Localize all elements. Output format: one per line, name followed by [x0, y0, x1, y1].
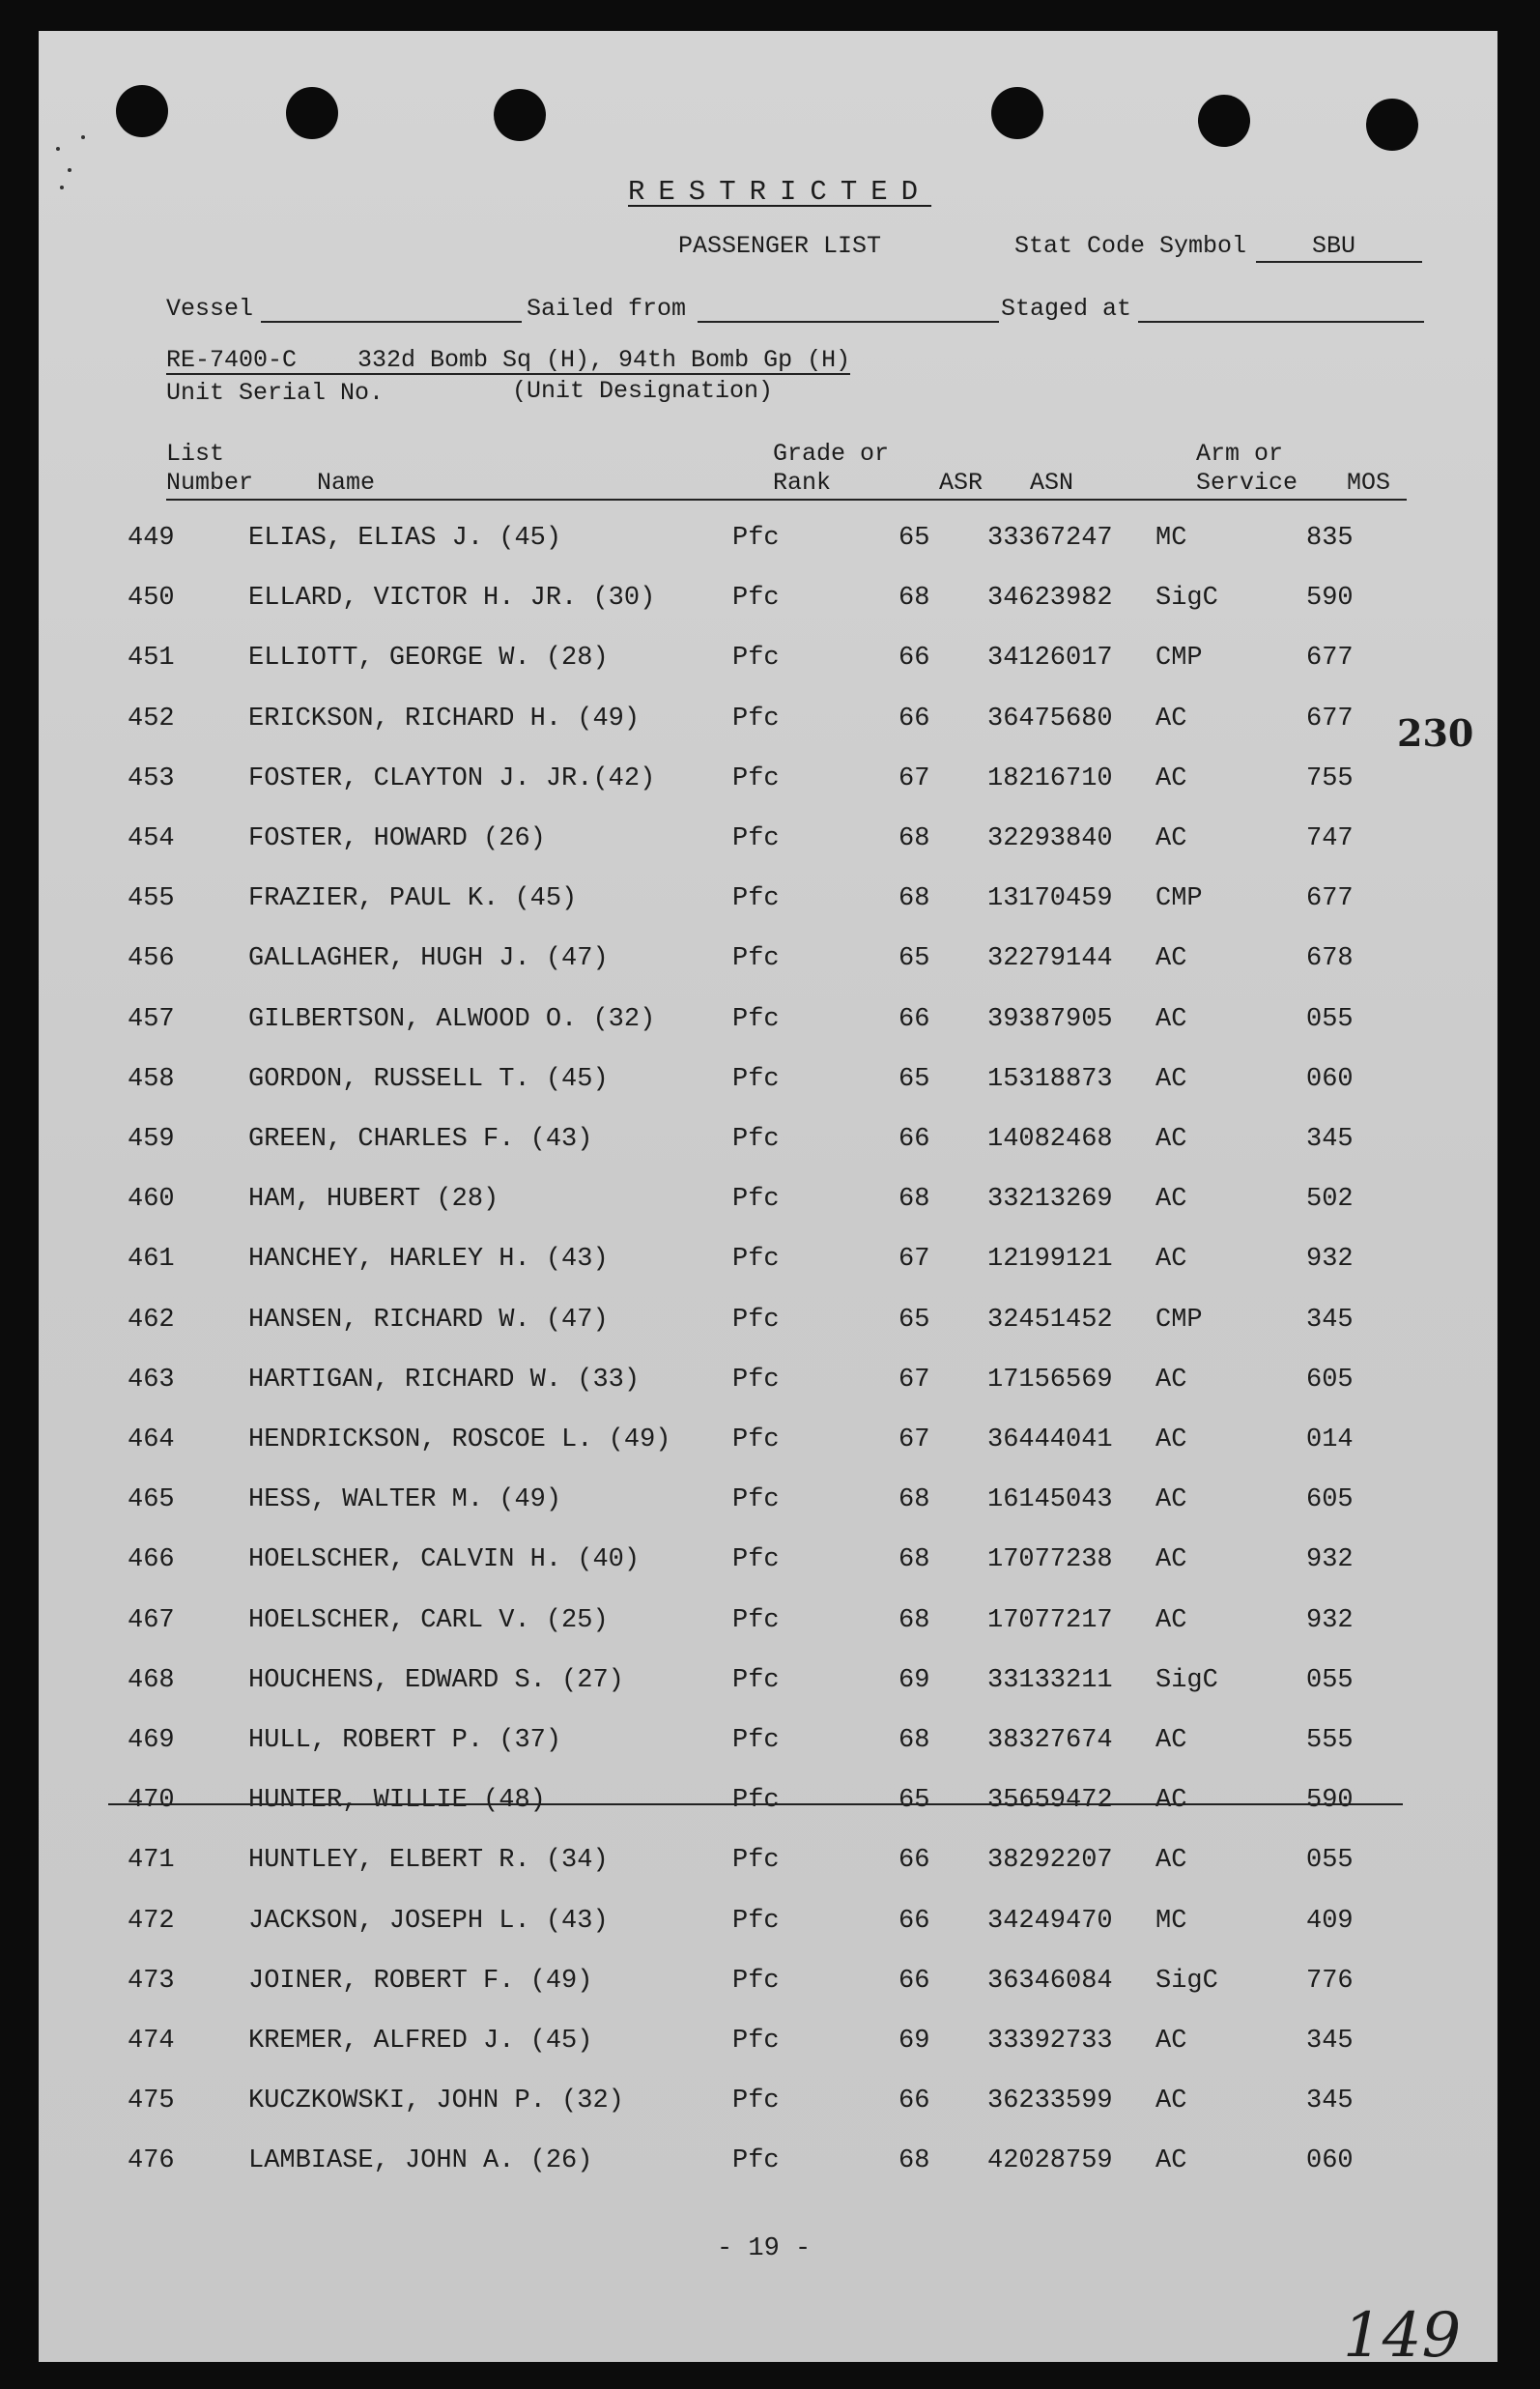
cell-grade: Pfc [732, 1906, 780, 1936]
cell-num: 469 [128, 1726, 175, 1755]
cell-num: 471 [128, 1846, 175, 1876]
cell-mos: 555 [1306, 1726, 1354, 1755]
cell-num: 460 [128, 1185, 175, 1215]
cell-num: 472 [128, 1906, 175, 1936]
col-arm-line2: Service [1196, 469, 1298, 497]
cell-name: GREEN, CHARLES F. (43) [248, 1125, 593, 1154]
punch-hole [1366, 99, 1418, 151]
cell-grade: Pfc [732, 1365, 780, 1395]
cell-asr: 67 [898, 1245, 930, 1275]
cell-mos: 776 [1306, 1966, 1354, 1996]
cell-mos: 345 [1306, 1305, 1354, 1335]
cell-asn: 15318873 [987, 1064, 1113, 1094]
cell-arm: AC [1155, 1545, 1187, 1575]
cell-num: 450 [128, 584, 175, 614]
cell-asr: 69 [898, 2027, 930, 2056]
cell-asr: 68 [898, 884, 930, 914]
cell-mos: 060 [1306, 1064, 1354, 1094]
staged-at-label: Staged at [1001, 295, 1132, 323]
cell-name: HOELSCHER, CALVIN H. (40) [248, 1545, 641, 1575]
cell-name: JACKSON, JOSEPH L. (43) [248, 1906, 609, 1936]
cell-asr: 65 [898, 1786, 930, 1816]
cell-arm: AC [1155, 1485, 1187, 1515]
cell-asn: 17156569 [987, 1365, 1113, 1395]
cell-mos: 932 [1306, 1245, 1354, 1275]
cell-mos: 345 [1306, 2087, 1354, 2116]
cell-asr: 66 [898, 704, 930, 734]
cell-asn: 17077238 [987, 1545, 1113, 1575]
cell-arm: AC [1155, 1365, 1187, 1395]
cell-name: HUNTER, WILLIE (48) [248, 1786, 546, 1816]
cell-mos: 345 [1306, 1125, 1354, 1154]
cell-mos: 590 [1306, 584, 1354, 614]
table-row [0, 1185, 1540, 1223]
cell-name: HAM, HUBERT (28) [248, 1185, 499, 1215]
cell-asr: 67 [898, 1365, 930, 1395]
col-arm-line1: Arm or [1196, 440, 1284, 468]
cell-num: 467 [128, 1605, 175, 1635]
table-row [0, 764, 1540, 803]
cell-num: 459 [128, 1125, 175, 1154]
table-row [0, 2027, 1540, 2065]
cell-asn: 42028759 [987, 2146, 1113, 2176]
table-row [0, 1125, 1540, 1164]
scan-speck [56, 147, 60, 151]
table-row [0, 524, 1540, 562]
cell-name: GILBERTSON, ALWOOD O. (32) [248, 1004, 656, 1034]
cell-grade: Pfc [732, 1665, 780, 1695]
cell-arm: AC [1155, 1125, 1187, 1154]
cell-name: KREMER, ALFRED J. (45) [248, 2027, 593, 2056]
cell-asr: 68 [898, 1545, 930, 1575]
cell-arm: SigC [1155, 584, 1218, 614]
table-row [0, 824, 1540, 863]
table-row [0, 1245, 1540, 1283]
cell-arm: CMP [1155, 644, 1203, 674]
cell-asn: 36346084 [987, 1966, 1113, 1996]
cell-asr: 66 [898, 1966, 930, 1996]
table-row [0, 1425, 1540, 1464]
cell-arm: CMP [1155, 1305, 1203, 1335]
cell-num: 470 [128, 1786, 175, 1816]
header-underline [166, 499, 1407, 501]
passenger-list-title: PASSENGER LIST [678, 232, 882, 260]
cell-asr: 67 [898, 1425, 930, 1454]
col-grade-line2: Rank [773, 469, 832, 497]
cell-arm: AC [1155, 2146, 1187, 2176]
cell-mos: 677 [1306, 644, 1354, 674]
stamped-number: 230 [1397, 711, 1474, 755]
cell-mos: 755 [1306, 763, 1354, 793]
cell-grade: Pfc [732, 584, 780, 614]
cell-num: 452 [128, 704, 175, 734]
cell-asn: 34126017 [987, 644, 1113, 674]
cell-num: 466 [128, 1545, 175, 1575]
table-row [0, 1846, 1540, 1885]
cell-arm: SigC [1155, 1665, 1218, 1695]
cell-asn: 33133211 [987, 1665, 1113, 1695]
cell-num: 464 [128, 1425, 175, 1454]
cell-grade: Pfc [732, 1966, 780, 1996]
cell-num: 461 [128, 1245, 175, 1275]
cell-arm: AC [1155, 1004, 1187, 1034]
cell-num: 463 [128, 1365, 175, 1395]
cell-asn: 16145043 [987, 1485, 1113, 1515]
cell-num: 474 [128, 2027, 175, 2056]
cell-mos: 747 [1306, 824, 1354, 853]
cell-mos: 678 [1306, 944, 1354, 974]
cell-asn: 34249470 [987, 1906, 1113, 1936]
cell-name: HUNTLEY, ELBERT R. (34) [248, 1846, 609, 1876]
unit-serial-label: Unit Serial No. [166, 379, 385, 407]
scan-speck [60, 186, 64, 189]
table-row [0, 1005, 1540, 1044]
cell-grade: Pfc [732, 763, 780, 793]
cell-mos: 677 [1306, 884, 1354, 914]
cell-asr: 65 [898, 944, 930, 974]
cell-name: ELLARD, VICTOR H. JR. (30) [248, 584, 656, 614]
cell-name: HESS, WALTER M. (49) [248, 1485, 562, 1515]
handwritten-number: 149 [1343, 2300, 1462, 2372]
cell-asn: 39387905 [987, 1004, 1113, 1034]
cell-name: ERICKSON, RICHARD H. (49) [248, 704, 641, 734]
cell-num: 457 [128, 1004, 175, 1034]
table-row [0, 2087, 1540, 2125]
cell-mos: 060 [1306, 2146, 1354, 2176]
cell-arm: AC [1155, 1064, 1187, 1094]
unit-designation: 332d Bomb Sq (H), 94th Bomb Gp (H) [357, 346, 851, 374]
cell-num: 449 [128, 524, 175, 553]
cell-name: GORDON, RUSSELL T. (45) [248, 1064, 609, 1094]
cell-mos: 932 [1306, 1605, 1354, 1635]
cell-grade: Pfc [732, 1125, 780, 1154]
scan-speck [81, 135, 85, 139]
vessel-label: Vessel [166, 295, 254, 323]
page-number: - 19 - [717, 2234, 812, 2263]
cell-name: HOELSCHER, CARL V. (25) [248, 1605, 609, 1635]
cell-name: HULL, ROBERT P. (37) [248, 1726, 562, 1755]
cell-mos: 055 [1306, 1665, 1354, 1695]
cell-asr: 65 [898, 524, 930, 553]
cell-mos: 502 [1306, 1185, 1354, 1215]
cell-arm: AC [1155, 704, 1187, 734]
table-row [0, 1545, 1540, 1584]
cell-asn: 13170459 [987, 884, 1113, 914]
cell-asr: 68 [898, 824, 930, 853]
punch-hole [116, 85, 168, 137]
cell-asn: 14082468 [987, 1125, 1113, 1154]
table-row [0, 705, 1540, 743]
cell-name: FRAZIER, PAUL K. (45) [248, 884, 578, 914]
cell-num: 454 [128, 824, 175, 853]
cell-asn: 12199121 [987, 1245, 1113, 1275]
punch-hole [991, 87, 1043, 139]
scan-speck [68, 168, 71, 172]
cell-grade: Pfc [732, 1726, 780, 1755]
vessel-field-line [261, 321, 522, 323]
table-row [0, 1065, 1540, 1104]
cell-mos: 409 [1306, 1906, 1354, 1936]
cell-mos: 014 [1306, 1425, 1354, 1454]
cell-asr: 66 [898, 2087, 930, 2116]
stat-code-label: Stat Code Symbol [1014, 232, 1247, 260]
cell-grade: Pfc [732, 2146, 780, 2176]
cell-name: FOSTER, CLAYTON J. JR.(42) [248, 763, 656, 793]
cell-grade: Pfc [732, 1004, 780, 1034]
cell-asr: 69 [898, 1665, 930, 1695]
cell-name: ELLIOTT, GEORGE W. (28) [248, 644, 609, 674]
table-row [0, 1666, 1540, 1705]
cell-asr: 66 [898, 1004, 930, 1034]
table-row [0, 1786, 1540, 1825]
cell-asn: 34623982 [987, 584, 1113, 614]
cell-asn: 32451452 [987, 1305, 1113, 1335]
cell-grade: Pfc [732, 1185, 780, 1215]
punch-hole [286, 87, 338, 139]
col-name: Name [317, 469, 376, 497]
cell-arm: AC [1155, 1605, 1187, 1635]
cell-arm: AC [1155, 763, 1187, 793]
cell-num: 458 [128, 1064, 175, 1094]
stat-code-underline [1256, 261, 1422, 263]
col-list-number-line1: List [166, 440, 225, 468]
staged-at-field-line [1138, 321, 1424, 323]
cell-asn: 33367247 [987, 524, 1113, 553]
strikethrough-line [108, 1803, 1403, 1805]
cell-arm: AC [1155, 1786, 1187, 1816]
cell-asn: 36444041 [987, 1425, 1113, 1454]
cell-num: 451 [128, 644, 175, 674]
cell-name: LAMBIASE, JOHN A. (26) [248, 2146, 593, 2176]
cell-asr: 67 [898, 763, 930, 793]
table-row [0, 644, 1540, 682]
table-row [0, 1366, 1540, 1404]
cell-mos: 932 [1306, 1545, 1354, 1575]
cell-grade: Pfc [732, 884, 780, 914]
cell-grade: Pfc [732, 1425, 780, 1454]
cell-arm: AC [1155, 1846, 1187, 1876]
cell-arm: AC [1155, 1726, 1187, 1755]
cell-asn: 33392733 [987, 2027, 1113, 2056]
cell-grade: Pfc [732, 1605, 780, 1635]
punch-hole [1198, 95, 1250, 147]
cell-mos: 055 [1306, 1846, 1354, 1876]
cell-arm: MC [1155, 524, 1187, 553]
cell-asr: 66 [898, 1846, 930, 1876]
cell-arm: AC [1155, 1425, 1187, 1454]
unit-serial-number: RE-7400-C [166, 346, 298, 374]
cell-grade: Pfc [732, 1846, 780, 1876]
cell-mos: 590 [1306, 1786, 1354, 1816]
stat-code-value: SBU [1312, 232, 1356, 260]
cell-name: HOUCHENS, EDWARD S. (27) [248, 1665, 624, 1695]
unit-designation-label: (Unit Designation) [512, 377, 774, 405]
cell-grade: Pfc [732, 644, 780, 674]
cell-name: HANSEN, RICHARD W. (47) [248, 1305, 609, 1335]
cell-name: HARTIGAN, RICHARD W. (33) [248, 1365, 641, 1395]
cell-mos: 055 [1306, 1004, 1354, 1034]
cell-num: 476 [128, 2146, 175, 2176]
cell-num: 455 [128, 884, 175, 914]
table-row [0, 1606, 1540, 1645]
cell-name: GALLAGHER, HUGH J. (47) [248, 944, 609, 974]
cell-num: 462 [128, 1305, 175, 1335]
col-list-number-line2: Number [166, 469, 254, 497]
table-row [0, 944, 1540, 983]
cell-arm: SigC [1155, 1966, 1218, 1996]
cell-grade: Pfc [732, 1485, 780, 1515]
cell-num: 475 [128, 2087, 175, 2116]
cell-asr: 68 [898, 584, 930, 614]
col-asn: ASN [1030, 469, 1074, 497]
cell-asr: 68 [898, 1485, 930, 1515]
cell-num: 465 [128, 1485, 175, 1515]
cell-num: 456 [128, 944, 175, 974]
cell-name: KUCZKOWSKI, JOHN P. (32) [248, 2087, 624, 2116]
cell-asr: 68 [898, 2146, 930, 2176]
cell-arm: AC [1155, 2087, 1187, 2116]
cell-grade: Pfc [732, 1064, 780, 1094]
cell-asr: 68 [898, 1185, 930, 1215]
cell-grade: Pfc [732, 1545, 780, 1575]
cell-asn: 18216710 [987, 763, 1113, 793]
cell-name: HENDRICKSON, ROSCOE L. (49) [248, 1425, 671, 1454]
cell-mos: 605 [1306, 1365, 1354, 1395]
cell-name: JOINER, ROBERT F. (49) [248, 1966, 593, 1996]
cell-asr: 66 [898, 644, 930, 674]
cell-asn: 32279144 [987, 944, 1113, 974]
cell-asr: 68 [898, 1605, 930, 1635]
cell-asr: 65 [898, 1064, 930, 1094]
cell-arm: AC [1155, 1245, 1187, 1275]
cell-asr: 66 [898, 1125, 930, 1154]
sailed-from-label: Sailed from [527, 295, 687, 323]
cell-asr: 68 [898, 1726, 930, 1755]
cell-arm: MC [1155, 1906, 1187, 1936]
cell-asr: 66 [898, 1906, 930, 1936]
cell-name: HANCHEY, HARLEY H. (43) [248, 1245, 609, 1275]
cell-asn: 38327674 [987, 1726, 1113, 1755]
cell-grade: Pfc [732, 704, 780, 734]
cell-asn: 33213269 [987, 1185, 1113, 1215]
col-asr: ASR [939, 469, 984, 497]
cell-asn: 35659472 [987, 1786, 1113, 1816]
cell-mos: 677 [1306, 704, 1354, 734]
cell-mos: 605 [1306, 1485, 1354, 1515]
cell-asn: 36233599 [987, 2087, 1113, 2116]
cell-asn: 38292207 [987, 1846, 1113, 1876]
cell-mos: 835 [1306, 524, 1354, 553]
classification-title: RESTRICTED [628, 176, 932, 208]
cell-num: 453 [128, 763, 175, 793]
col-grade-line1: Grade or [773, 440, 890, 468]
cell-grade: Pfc [732, 824, 780, 853]
cell-grade: Pfc [732, 1305, 780, 1335]
sailed-from-field-line [698, 321, 999, 323]
cell-grade: Pfc [732, 1786, 780, 1816]
cell-arm: AC [1155, 2027, 1187, 2056]
cell-grade: Pfc [732, 2027, 780, 2056]
cell-grade: Pfc [732, 524, 780, 553]
table-row [0, 1726, 1540, 1765]
cell-num: 473 [128, 1966, 175, 1996]
table-row [0, 1485, 1540, 1524]
unit-underline [166, 373, 850, 375]
table-row [0, 2146, 1540, 2185]
col-mos: MOS [1347, 469, 1391, 497]
cell-num: 468 [128, 1665, 175, 1695]
cell-grade: Pfc [732, 944, 780, 974]
table-row [0, 884, 1540, 923]
punch-hole [494, 89, 546, 141]
cell-grade: Pfc [732, 2087, 780, 2116]
cell-mos: 345 [1306, 2027, 1354, 2056]
table-row [0, 1306, 1540, 1344]
cell-asn: 17077217 [987, 1605, 1113, 1635]
cell-arm: CMP [1155, 884, 1203, 914]
cell-grade: Pfc [732, 1245, 780, 1275]
cell-asn: 36475680 [987, 704, 1113, 734]
cell-arm: AC [1155, 944, 1187, 974]
table-row [0, 1907, 1540, 1945]
cell-name: FOSTER, HOWARD (26) [248, 824, 546, 853]
table-row [0, 1967, 1540, 2005]
cell-name: ELIAS, ELIAS J. (45) [248, 524, 562, 553]
cell-arm: AC [1155, 1185, 1187, 1215]
cell-asn: 32293840 [987, 824, 1113, 853]
table-row [0, 584, 1540, 622]
cell-asr: 65 [898, 1305, 930, 1335]
cell-arm: AC [1155, 824, 1187, 853]
